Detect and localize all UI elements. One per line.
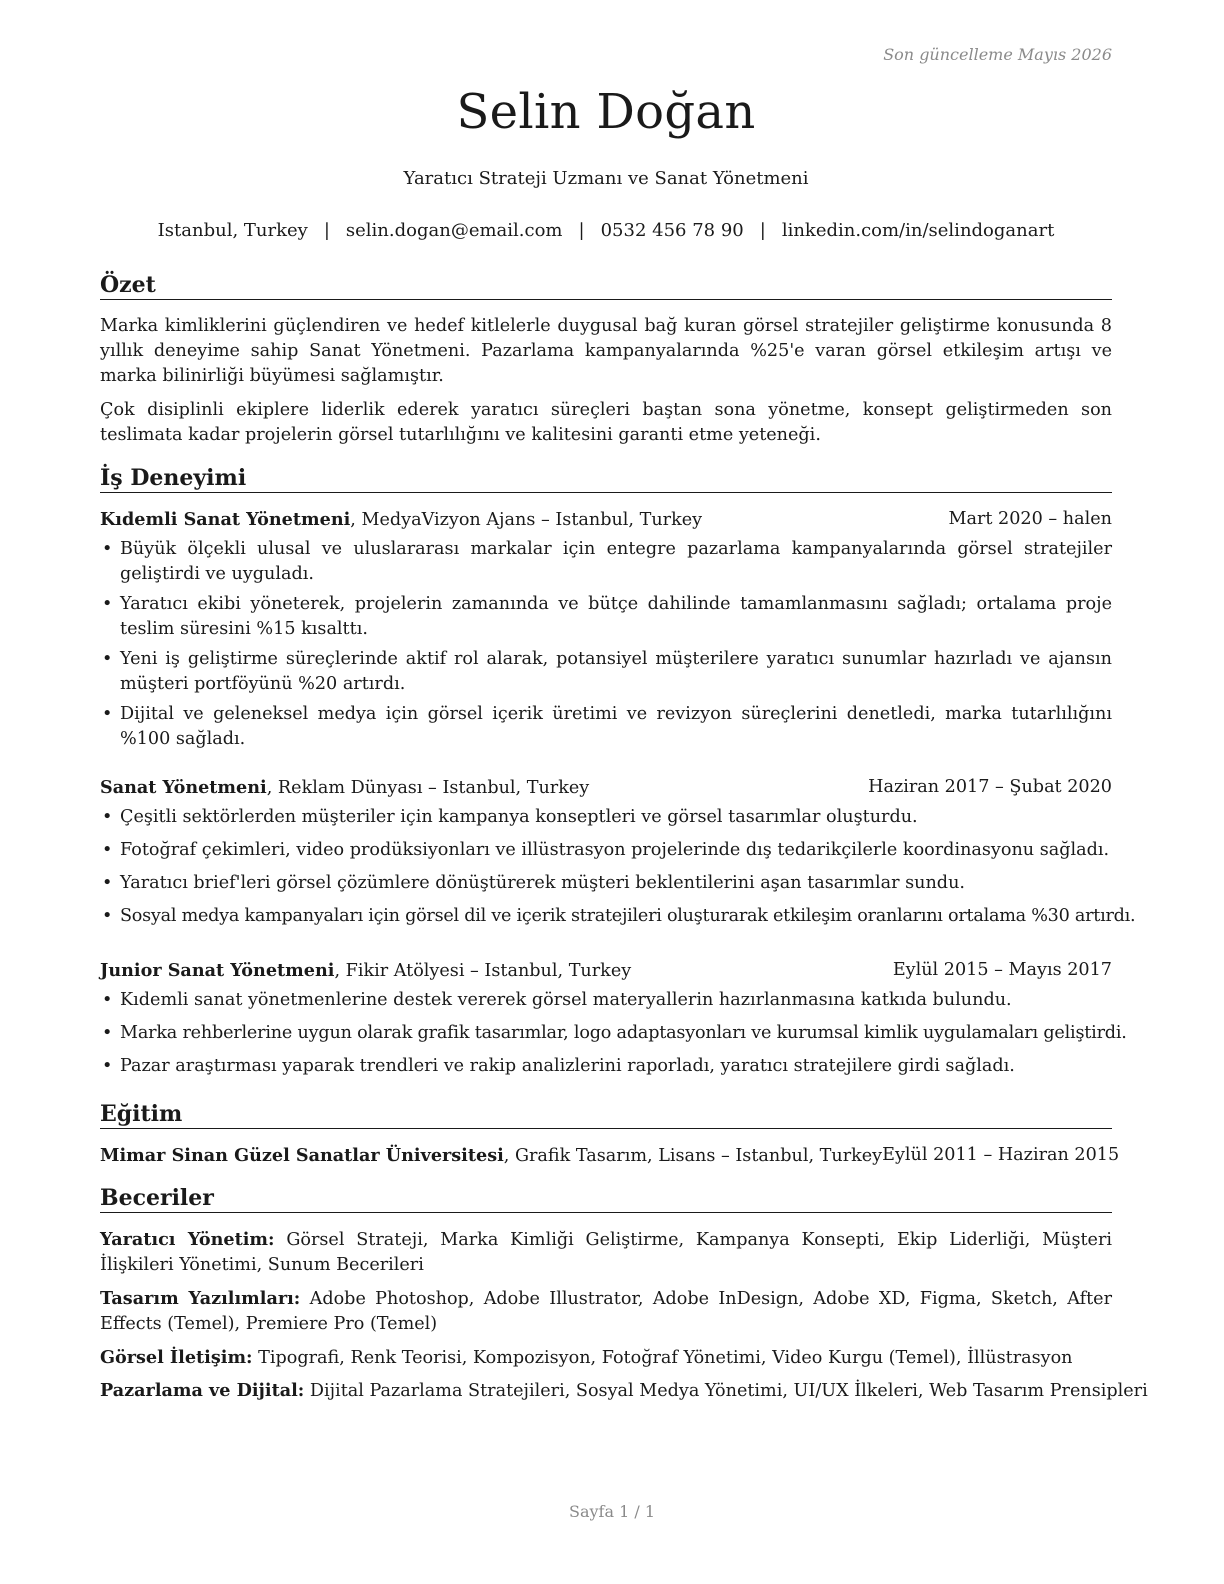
job-bullets — [100, 805, 1136, 937]
contact-separator: | — [759, 220, 766, 241]
job-dates: Eylül 2015 – Mayıs 2017 — [892, 960, 1112, 980]
school-name: Mimar Sinan Güzel Sanatlar Üniversitesi — [100, 1145, 504, 1166]
contact-line — [100, 220, 1112, 241]
skill-label: Yaratıcı Yönetim: — [100, 1229, 275, 1250]
list-item: • Marka rehberlerine uygun olarak grafik tasarımlar, logo adaptasyonları ve kurumsal kimlik uygulamaları geliştirdi. — [100, 1021, 1112, 1046]
job-company: , Fikir Atölyesi – Istanbul, Turkey — [334, 961, 632, 981]
list-item: • Yaratıcı ekibi yöneterek, projelerin zamanında ve bütçe dahilinde tamamlanmasını sağladı; ortalama proje teslim süresini %15 kısalttı. — [100, 592, 1112, 642]
skill-row — [100, 1378, 1148, 1404]
contact-separator: | — [578, 220, 585, 241]
degree-detail: , Grafik Tasarım, Lisans – Istanbul, Turkey — [503, 1146, 883, 1166]
education-dates: Eylül 2011 – Haziran 2015 — [882, 1145, 1120, 1165]
job-header — [100, 958, 1112, 984]
list-item: • Yaratıcı brief'leri görsel çözümlere dönüştürerek müşteri beklentilerini aşan tasarımlar sundu. — [100, 871, 1120, 896]
section-title-skills: Beceriler — [100, 1184, 1112, 1213]
skill-label: Görsel İletişim: — [100, 1347, 253, 1368]
education-entry — [100, 1143, 1120, 1169]
contact-separator: | — [323, 220, 330, 241]
section-title-summary: Özet — [100, 271, 1112, 300]
list-item: • Yeni iş geliştirme süreçlerinde aktif rol alarak, potansiyel müşterilere yaratıcı sunumlar hazırladı ve ajansın müşteri portföyünü %20 artırdı. — [100, 647, 1112, 697]
job-role: Kıdemli Sanat Yönetmeni — [100, 509, 351, 530]
job-dates: Mart 2020 – halen — [948, 509, 1112, 529]
skill-value: Dijital Pazarlama Stratejileri, Sosyal Medya Yönetimi, UI/UX İlkeleri, Web Tasarım Prensipleri — [304, 1381, 1148, 1401]
candidate-title: Yaratıcı Strateji Uzmanı ve Sanat Yönetmeni — [403, 168, 809, 189]
list-item: • Çeşitli sektörlerden müşteriler için kampanya konseptleri ve görsel tasarımlar oluşturdu. — [100, 805, 1120, 830]
job-role: Sanat Yönetmeni — [100, 777, 267, 798]
skill-value: Tipografi, Renk Teorisi, Kompozisyon, Fotoğraf Yönetimi, Video Kurgu (Temel), İllüstrasyon — [252, 1348, 1073, 1368]
last-updated: Son güncelleme Mayıs 2026 — [883, 45, 1112, 64]
skill-value: Adobe Photoshop, Adobe Illustrator, Adobe InDesign, Adobe XD, Figma, Sketch, After Effects (Temel), Premiere Pro (Temel) — [100, 1289, 1113, 1334]
job-bullets — [100, 988, 1127, 1087]
contact-phone[interactable]: 0532 456 78 90 — [600, 220, 744, 241]
section-title-education: Eğitim — [100, 1100, 1112, 1129]
skill-row — [100, 1227, 1112, 1278]
job-bullets — [100, 537, 1112, 757]
section-title-experience: İş Deneyimi — [100, 464, 1112, 493]
summary-paragraph: Çok disiplinli ekiplere liderlik ederek yaratıcı süreçleri baştan sona yönetme, konsept geliştirmeden son teslimata kadar projelerin görsel tutarlılığını ve kalitesini garanti etme yeteneği. — [100, 400, 1112, 445]
summary-paragraph: Marka kimliklerini güçlendiren ve hedef kitlelerle duygusal bağ kuran görsel stratejiler geliştirme konusunda 8 yıllık deneyime sahip Sanat Yönetmeni. Pazarlama kampanyalarında %25'e varan görsel etkileşim artışı ve marka bilinirliği büyümesi sağlamıştır. — [100, 316, 1112, 386]
contact-location: Istanbul, Turkey — [157, 220, 308, 241]
contact-email[interactable]: selin.dogan@email.com — [345, 220, 563, 241]
contact-linkedin[interactable]: linkedin.com/in/selindoganart — [781, 220, 1055, 241]
list-item: • Dijital ve geleneksel medya için görsel içerik üretimi ve revizyon süreçlerini denetledi, marka tutarlılığını %100 sağladı. — [100, 702, 1112, 752]
skill-label: Tasarım Yazılımları: — [100, 1288, 301, 1309]
job-role: Junior Sanat Yönetmeni — [100, 960, 335, 981]
list-item: • Büyük ölçekli ulusal ve uluslararası markalar için entegre pazarlama kampanyalarında görsel stratejiler geliştirdi ve uyguladı. — [100, 537, 1112, 587]
job-header — [100, 775, 1112, 801]
skill-row — [100, 1345, 1112, 1371]
job-header — [100, 507, 1112, 533]
list-item: • Pazar araştırması yaparak trendleri ve rakip analizlerini raporladı, yaratıcı stratejilere girdi sağladı. — [100, 1054, 1112, 1079]
list-item: • Sosyal medya kampanyaları için görsel dil ve içerik stratejileri oluşturarak etkileşim oranlarını ortalama %30 artırdı. — [100, 904, 1120, 929]
candidate-name: Selin Doğan — [456, 84, 756, 140]
list-item: • Kıdemli sanat yönetmenlerine destek vererek görsel materyallerin hazırlanmasına katkıda bulundu. — [100, 988, 1112, 1013]
skill-row — [100, 1286, 1112, 1337]
skill-label: Pazarlama ve Dijital: — [100, 1380, 305, 1401]
page-number: Sayfa 1 / 1 — [568, 1502, 655, 1521]
job-company: , Reklam Dünyası – Istanbul, Turkey — [266, 778, 590, 798]
job-dates: Haziran 2017 – Şubat 2020 — [868, 777, 1112, 797]
skill-value: Görsel Strateji, Marka Kimliği Geliştirme, Kampanya Konsepti, Ekip Liderliği, Müşteri İlişkileri Yönetimi, Sunum Becerileri — [100, 1230, 1112, 1275]
job-company: , MedyaVizyon Ajans – Istanbul, Turkey — [350, 510, 703, 530]
list-item: • Fotoğraf çekimleri, video prodüksiyonları ve illüstrasyon projelerinde dış tedarikçilerle koordinasyonu sağladı. — [100, 838, 1120, 863]
